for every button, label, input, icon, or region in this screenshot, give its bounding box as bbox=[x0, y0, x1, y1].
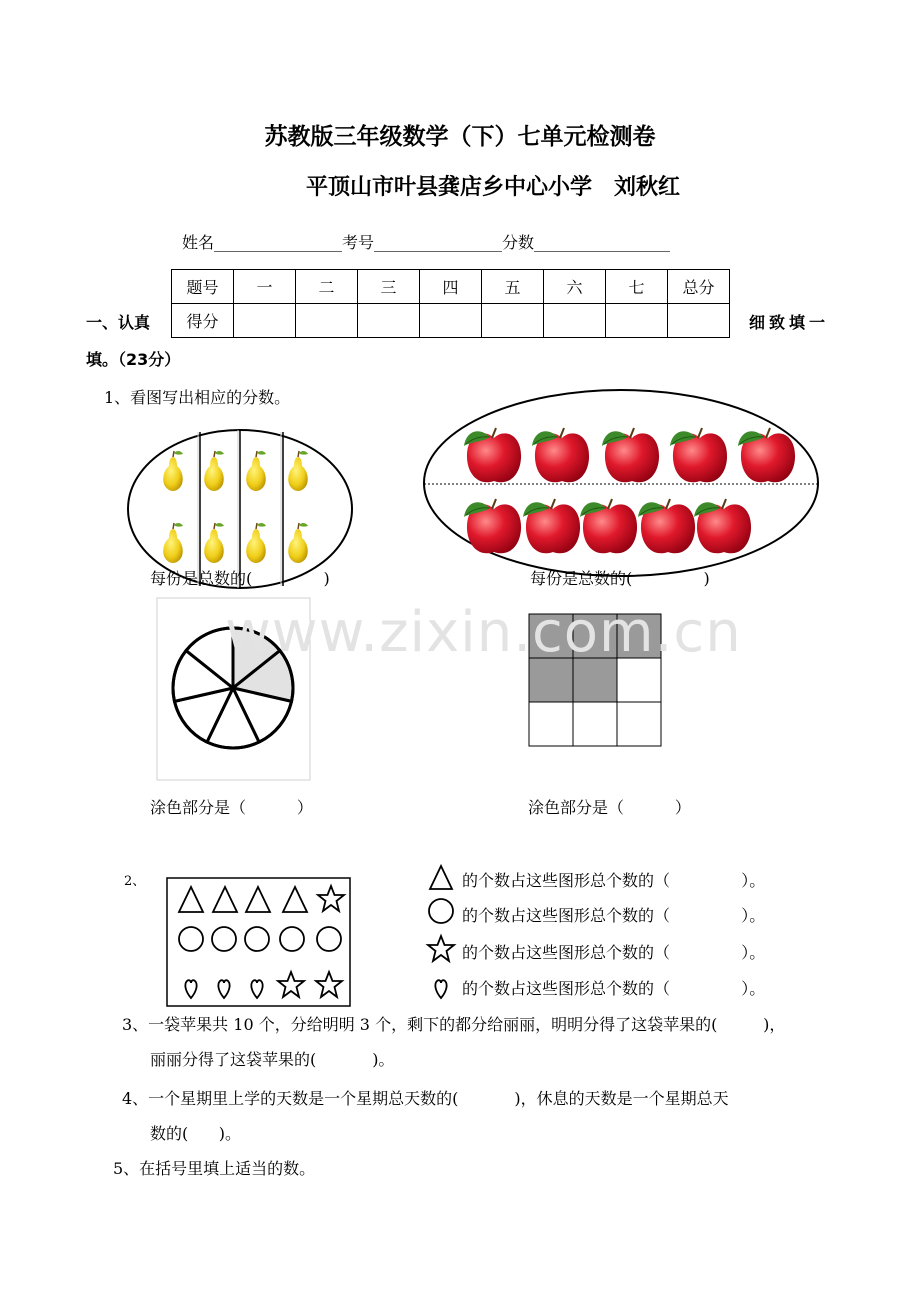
pear-figure bbox=[128, 430, 352, 588]
page-subtitle: 平顶山市叶县龚店乡中心小学 刘秋红 bbox=[306, 175, 681, 200]
heart-icon bbox=[185, 980, 196, 998]
q4-line1[interactable]: 4、一个星期里上学的天数是一个星期总天数的( )，休息的天数是一个星期总天 bbox=[122, 1089, 729, 1108]
student-info-line[interactable]: 姓名________________考号________________分数_________________ bbox=[182, 233, 671, 252]
score-entry-cell[interactable] bbox=[606, 304, 668, 338]
score-cell: 二 bbox=[296, 270, 358, 304]
score-cell: 题号 bbox=[172, 270, 234, 304]
score-entry-cell[interactable] bbox=[420, 304, 482, 338]
score-entry-cell[interactable] bbox=[482, 304, 544, 338]
triangle-icon bbox=[246, 887, 270, 912]
triangle-icon bbox=[283, 887, 307, 912]
section1-heading-cont: 填。（23分） bbox=[86, 350, 181, 369]
circle-icon bbox=[179, 927, 203, 951]
q5-text: 5、在括号里填上适当的数。 bbox=[113, 1159, 316, 1178]
star-icon bbox=[316, 972, 342, 997]
score-cell: 七 bbox=[606, 270, 668, 304]
score-cell: 四 bbox=[420, 270, 482, 304]
q1-text: 1、看图写出相应的分数。 bbox=[104, 388, 291, 407]
score-entry-cell[interactable] bbox=[668, 304, 730, 338]
triangle-icon bbox=[213, 887, 237, 912]
watermark: www.zixin.com.cn bbox=[225, 600, 742, 665]
heart-icon bbox=[251, 980, 262, 998]
score-entry-cell[interactable] bbox=[358, 304, 420, 338]
circle-icon bbox=[245, 927, 269, 951]
q3-line2[interactable]: 丽丽分得了这袋苹果的( )。 bbox=[150, 1050, 395, 1069]
shape-box bbox=[167, 878, 350, 1006]
score-table-score-row bbox=[172, 304, 730, 338]
star-icon bbox=[278, 972, 304, 997]
star-icon bbox=[318, 886, 344, 911]
grid-cell bbox=[529, 702, 573, 746]
score-table-header-row bbox=[172, 270, 730, 304]
q2-line-triangle[interactable]: 的个数占这些图形总个数的（ ）。 bbox=[462, 871, 766, 890]
circle-icon bbox=[280, 927, 304, 951]
circle-icon bbox=[317, 927, 341, 951]
q1-grid-caption[interactable]: 涂色部分是（ ） bbox=[528, 798, 691, 817]
grid-cell bbox=[573, 702, 617, 746]
heart-icon bbox=[435, 980, 446, 998]
score-entry-cell[interactable] bbox=[544, 304, 606, 338]
page-title: 苏教版三年级数学（下）七单元检测卷 bbox=[264, 124, 656, 150]
triangle-icon bbox=[179, 887, 203, 912]
q2-line-star[interactable]: 的个数占这些图形总个数的（ ）。 bbox=[462, 943, 766, 962]
q1-apple-caption[interactable]: 每份是总数的( ) bbox=[530, 569, 710, 588]
score-cell: 六 bbox=[544, 270, 606, 304]
apple-figure bbox=[424, 390, 818, 576]
q1-pear-caption[interactable]: 每份是总数的( ) bbox=[150, 569, 330, 588]
q1-circle-caption[interactable]: 涂色部分是（ ） bbox=[150, 798, 313, 817]
heart-icon bbox=[218, 980, 229, 998]
triangle-icon bbox=[430, 866, 452, 889]
score-cell: 五 bbox=[482, 270, 544, 304]
circle-icon bbox=[429, 899, 453, 923]
q2-line-circle[interactable]: 的个数占这些图形总个数的（ ）。 bbox=[462, 906, 766, 925]
circle-icon bbox=[212, 927, 236, 951]
section1-heading-left: 一、认真 bbox=[86, 313, 151, 332]
score-entry-cell[interactable] bbox=[296, 304, 358, 338]
score-row-label: 得分 bbox=[172, 304, 234, 338]
q3-line1[interactable]: 3、一袋苹果共 10 个，分给明明 3 个，剩下的都分给丽丽，明明分得了这袋苹果的( )， bbox=[122, 1015, 786, 1034]
score-table bbox=[171, 269, 730, 338]
score-cell: 总分 bbox=[668, 270, 730, 304]
q2-line-heart[interactable]: 的个数占这些图形总个数的（ ）。 bbox=[462, 979, 766, 998]
star-icon bbox=[428, 936, 454, 961]
score-cell: 三 bbox=[358, 270, 420, 304]
q2-number: 2、 bbox=[124, 874, 146, 889]
section1-heading-right: 细致填一 bbox=[749, 313, 830, 332]
grid-cell bbox=[617, 702, 661, 746]
score-entry-cell[interactable] bbox=[234, 304, 296, 338]
score-cell: 一 bbox=[234, 270, 296, 304]
q4-line2[interactable]: 数的( )。 bbox=[150, 1124, 242, 1143]
